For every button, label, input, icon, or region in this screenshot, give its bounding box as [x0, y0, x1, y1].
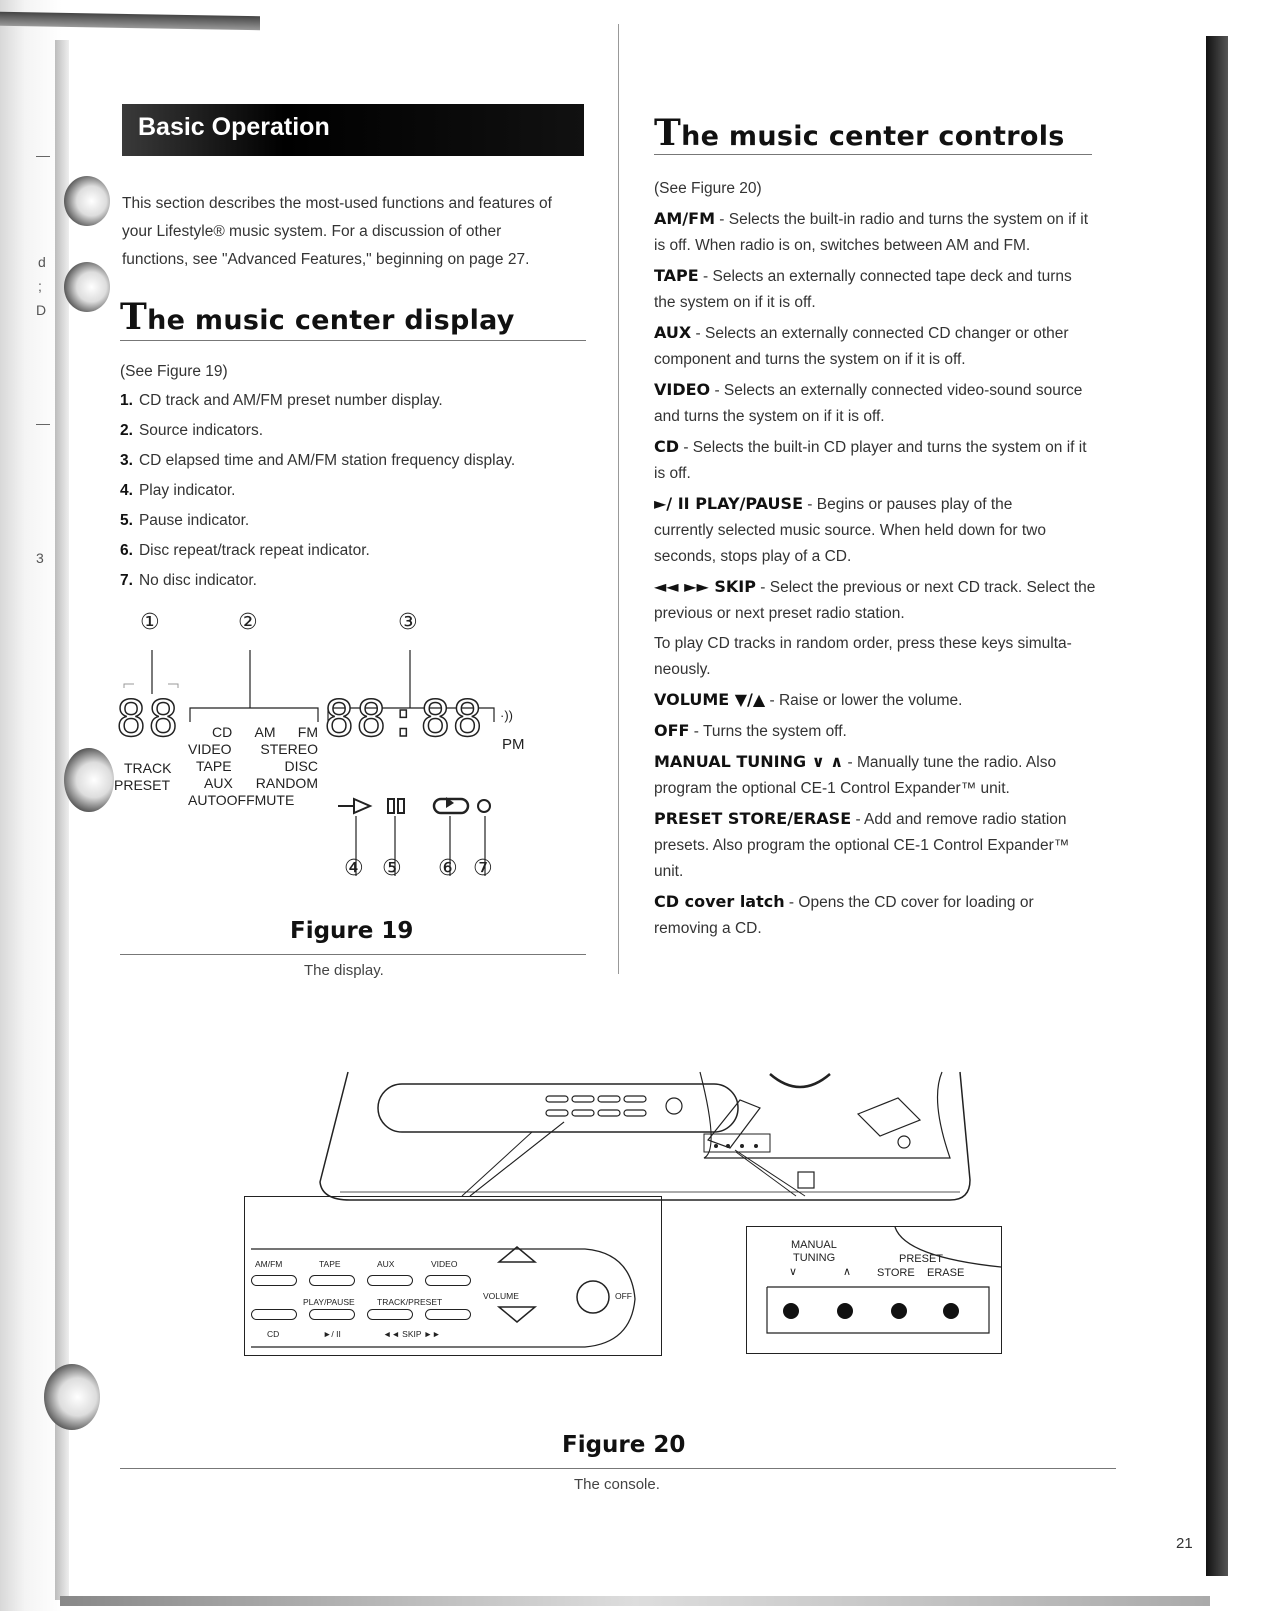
heading-rule — [120, 340, 586, 341]
tuning-label: TUNING — [793, 1252, 836, 1264]
indicator-icons — [336, 794, 506, 818]
page-number: 21 — [1176, 1535, 1193, 1552]
preset-store-button[interactable] — [891, 1303, 907, 1319]
control-key: AM/FM — [654, 209, 715, 228]
section-banner — [122, 104, 584, 156]
volume-arrows-icon: ▼/▲ — [729, 690, 766, 709]
control-entry-volume: VOLUME ▼/▲ - Raise or lower the volume. — [654, 690, 963, 709]
margin-tick — [36, 424, 50, 425]
see-figure-20: (See Figure 20) — [654, 180, 762, 197]
control-entry: AM/FM - Selects the built-in radio and turns the system on if it is off. When radio is on, switches between AM and FM. — [654, 209, 1089, 254]
pm-indicator: PM — [502, 736, 525, 753]
console-tape-label: TAPE — [319, 1259, 341, 1269]
store-label: STORE — [877, 1267, 915, 1279]
control-entry: VIDEO - Selects an externally connected video-sound source and turns the system on if it is off. — [654, 380, 1083, 425]
time-digits: 88:88 — [324, 690, 485, 748]
display-heading — [120, 296, 515, 338]
repeat-indicator-icon — [434, 797, 468, 813]
control-key: VIDEO — [654, 380, 711, 399]
control-key: CD — [654, 437, 680, 456]
heading-text: he music center controls — [681, 121, 1065, 152]
control-entry-cd-cover: CD cover latch - Opens the CD cover for loading or removing a CD. — [654, 892, 1034, 937]
scan-bottom-edge — [60, 1596, 1210, 1606]
margin-mark: D — [36, 302, 47, 318]
control-entry-play-pause: ►/ II PLAY/PAUSE - Begins or pauses play of the currently selected music source. When held down for two seconds, stops play of a CD. — [654, 494, 1046, 565]
margin-mark: 3 — [36, 550, 44, 566]
display-item-list — [120, 392, 590, 602]
play-indicator-icon — [338, 799, 370, 813]
column-divider — [618, 24, 619, 974]
heading-initial: T — [654, 112, 682, 154]
margin-tick — [36, 156, 50, 157]
console-skip-label: ◄◄ SKIP ►► — [383, 1329, 441, 1339]
console-video-label: VIDEO — [431, 1259, 458, 1269]
tuning-arrows-icon: ∨ ∧ — [806, 752, 844, 771]
intro-line: your Lifestyle® music system. For a discussion of other — [122, 223, 502, 240]
intro-line: This section describes the most-used functions and features of — [122, 195, 552, 212]
callout-6: ⑥ — [438, 856, 458, 881]
callout-1: ① — [140, 610, 160, 635]
aux-button[interactable] — [367, 1275, 413, 1286]
console-am-fm-label: AM/FM — [255, 1259, 283, 1269]
src-video: VIDEO — [188, 741, 232, 757]
control-entry: TAPE - Selects an externally connected tape deck and turns the system on if it is off. — [654, 266, 1072, 311]
skip-forward-button[interactable] — [425, 1309, 471, 1320]
list-item: 7. No disc indicator. — [120, 572, 257, 589]
figure-19-diagram — [110, 610, 610, 900]
controls-list — [654, 176, 1104, 942]
heading-initial: T — [120, 296, 148, 338]
no-disc-indicator-icon — [478, 800, 490, 812]
figure-19-caption: The display. — [304, 962, 384, 979]
section-title: Basic Operation — [138, 113, 330, 141]
tune-down-symbol: ∨ — [789, 1266, 798, 1278]
callout-7: ⑦ — [473, 856, 493, 881]
margin-mark: d — [38, 254, 46, 270]
callout-3: ③ — [398, 610, 418, 635]
heading-text: he music center display — [147, 305, 515, 336]
margin-mark: ; — [38, 278, 42, 294]
am-fm-button[interactable] — [251, 1275, 297, 1286]
list-item: 1. CD track and AM/FM preset number display. — [120, 392, 443, 409]
src-mute: MUTE — [254, 792, 295, 808]
control-entry-preset: PRESET STORE/ERASE - Add and remove radio station presets. Also program the optional CE-1 Control Expander™ unit. — [654, 809, 1070, 880]
tuning-panel-zoom — [746, 1226, 1002, 1354]
play-pause-button[interactable] — [309, 1309, 355, 1320]
intro-line: functions, see "Advanced Features," beginning on page 27. — [122, 251, 530, 268]
video-button[interactable] — [425, 1275, 471, 1286]
preset-label: PRESET — [899, 1253, 944, 1265]
scan-right-edge — [1206, 36, 1228, 1576]
console-off-label: OFF — [615, 1291, 632, 1301]
control-entry-off: OFF - Turns the system off. — [654, 721, 847, 740]
callout-4: ④ — [344, 856, 364, 881]
heading-rule — [654, 154, 1092, 155]
list-item: 3. CD elapsed time and AM/FM station frequency display. — [120, 452, 516, 469]
callout-2: ② — [238, 610, 258, 635]
off-knob-icon — [577, 1281, 609, 1313]
console-track-preset-label: TRACK/PRESET — [377, 1297, 443, 1307]
preset-label: PRESET — [114, 777, 171, 793]
console-cd-label: CD — [267, 1329, 280, 1339]
list-item: 4. Play indicator. — [120, 482, 236, 499]
see-figure-19: (See Figure 19) — [120, 363, 228, 380]
binder-hole — [64, 262, 110, 312]
src-cd: CD — [212, 724, 233, 740]
src-auto: AUTO — [188, 792, 227, 808]
figure-20-title: Figure 20 — [562, 1432, 686, 1458]
manual-label: MANUAL — [791, 1239, 837, 1251]
list-item: 5. Pause indicator. — [120, 512, 250, 529]
intro-paragraph — [122, 190, 592, 274]
binder-hole — [64, 748, 114, 812]
cd-button[interactable] — [251, 1309, 297, 1320]
binder-hole — [64, 176, 110, 226]
tune-down-button[interactable] — [783, 1303, 799, 1319]
console-play-pause-label: PLAY/PAUSE — [303, 1297, 355, 1307]
volume-down-icon — [499, 1307, 535, 1322]
console-aux-label: AUX — [377, 1259, 395, 1269]
src-off: OFF — [226, 792, 255, 808]
src-aux: AUX — [204, 775, 233, 791]
control-entry-skip: ◄◄ ►► SKIP - Select the previous or next CD track. Select the previous or next preset radio station. — [654, 577, 1096, 622]
src-am: AM — [254, 724, 276, 740]
binder-edge — [0, 0, 62, 1611]
src-tape: TAPE — [196, 758, 232, 774]
src-random: RANDOM — [255, 775, 318, 791]
control-key: TAPE — [654, 266, 699, 285]
skip-back-button[interactable] — [367, 1309, 413, 1320]
src-stereo: STEREO — [260, 741, 318, 757]
figure-20-caption: The console. — [574, 1476, 660, 1493]
figure-20-rule — [120, 1468, 1116, 1469]
track-digits: 88 — [116, 690, 181, 748]
play-pause-icon: ►/ II — [654, 494, 696, 513]
preset-erase-button[interactable] — [943, 1303, 959, 1319]
binder-hole — [44, 1364, 100, 1430]
console-panel-zoom — [244, 1196, 662, 1356]
console-volume-label: VOLUME — [483, 1291, 519, 1301]
track-label: TRACK — [124, 760, 172, 776]
control-entry: CD - Selects the built-in CD player and turns the system on if it is off. — [654, 437, 1087, 482]
stereo-icon: ·)) — [500, 708, 513, 723]
src-fm: FM — [297, 724, 318, 740]
control-entry-manual-tuning: MANUAL TUNING ∨ ∧ - Manually tune the radio. Also program the optional CE-1 Control Expander™ unit. — [654, 752, 1057, 797]
control-key: AUX — [654, 323, 692, 342]
figure-19-rule — [120, 954, 586, 955]
tune-up-symbol: ∧ — [843, 1266, 852, 1278]
tune-up-button[interactable] — [837, 1303, 853, 1319]
random-play-note: To play CD tracks in random order, press these keys simulta- neously. — [654, 635, 1072, 678]
controls-heading — [654, 112, 1065, 154]
tape-button[interactable] — [309, 1275, 355, 1286]
src-disc: DISC — [284, 758, 318, 774]
callout-5: ⑤ — [382, 856, 402, 881]
skip-icon: ◄◄ ►► — [654, 577, 715, 596]
control-entry: AUX - Selects an externally connected CD changer or other component and turns the system on if it is off. — [654, 323, 1069, 368]
pause-indicator-icon — [388, 799, 404, 813]
console-play-symbol: ►/ II — [323, 1329, 341, 1339]
erase-label: ERASE — [927, 1267, 965, 1279]
source-indicators — [188, 724, 318, 809]
list-item: 6. Disc repeat/track repeat indicator. — [120, 542, 370, 559]
list-item: 2. Source indicators. — [120, 422, 263, 439]
figure-19-title: Figure 19 — [290, 918, 414, 944]
